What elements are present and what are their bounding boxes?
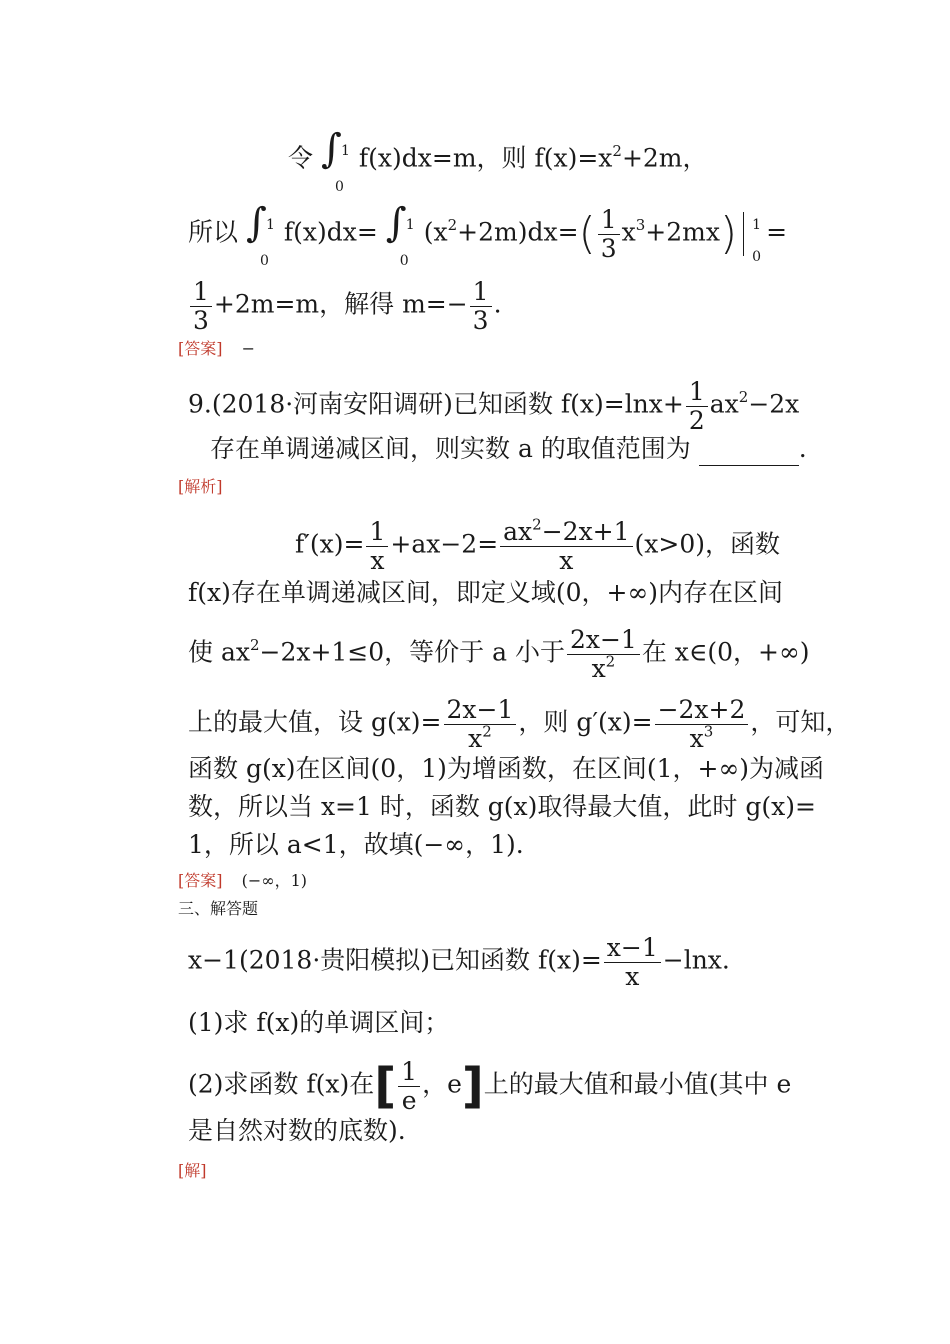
answer-value: −	[241, 339, 255, 358]
text: (x	[423, 217, 448, 247]
solution-line-1: 令 ∫ 1 0 f(x)dx=m，则 $f(x)=x^2+2m$，	[288, 126, 708, 195]
evaluation-bar: 1 0	[743, 212, 766, 256]
fraction: $\frac{1}{e}$	[398, 1058, 420, 1114]
answer-tag: [答案]	[178, 871, 223, 890]
question-10-line-1: x−1(2018·贵阳模拟)已知函数 f(x)= $\frac{x-1}{x}$ −lnx.	[188, 933, 730, 991]
fraction: $\frac{1}{3}$	[598, 206, 620, 262]
section-title: 三、解答题	[178, 899, 259, 918]
answer-line	[178, 870, 307, 892]
solution-tag: [解]	[178, 1161, 207, 1180]
solution-line-3: $\frac{1}{3}$ +2m=m，解得 m=− $\frac{1}{3}$ .	[188, 278, 502, 334]
fraction: $\frac{1}{3}$	[190, 278, 212, 334]
answer-tag: [答案]	[178, 339, 223, 358]
analysis-line-7: 1，所以 a<1，故填(−∞，1).	[188, 830, 524, 859]
analysis-line-4: 上的最大值，设 g(x)= $\frac{2x-1}{x^2}$ ，则 g′(x)= $\frac{-2x+2}{x^3}$ ，可知，	[188, 695, 851, 753]
question-9-line-2: 存在单调递减区间，则实数 a 的取值范围为 .	[210, 432, 807, 466]
analysis-line-2: f(x)存在单调递减区间，即定义域(0，+∞)内存在区间	[188, 578, 784, 607]
fraction: $\frac{2x-1}{x^2}$	[567, 626, 640, 682]
fraction: $\frac{-2x+2}{x^3}$	[655, 696, 749, 752]
question-number: 9.	[188, 389, 212, 419]
question-source: (2018·河南安阳调研)	[211, 389, 453, 419]
fraction: $\frac{1}{2}$	[686, 378, 708, 434]
analysis-line-1: f′(x)= $\frac{1}{x}$ +ax−2= $\frac{ax^2-2x+1}{x}$ (x>0)，函数	[295, 515, 780, 575]
analysis-line-6: 数，所以当 x=1 时，函数 g(x)取得最大值，此时 g(x)=	[188, 792, 816, 821]
answer-line	[178, 338, 255, 360]
question-9-line-1: 9.(2018·河南安阳调研)已知函数 f(x)=lnx+ $\frac{1}{2}$ $ax^2-2x$	[188, 377, 800, 435]
analysis-tag: [解析]	[178, 477, 223, 496]
fraction: $\frac{2x-1}{x^2}$	[444, 696, 517, 752]
text: +2m)dx=	[457, 217, 579, 247]
question-10-part-1: (1)求 f(x)的单调区间；	[188, 1008, 450, 1037]
fraction: $\frac{x-1}{x}$	[604, 934, 661, 990]
analysis-line-3: 使 $ax^2-2x+1\le 0$，等价于 a 小于 $\frac{2x-1}{x^2}$ 在 x∈(0，+∞)	[188, 625, 810, 683]
text: 令	[288, 143, 314, 173]
question-10-part-2-cont: 是自然对数的底数).	[188, 1116, 406, 1145]
integral-sign: ∫ 1 0	[245, 200, 275, 269]
text: f(x)dx=	[283, 217, 378, 247]
integral-sign: ∫ 1 0	[385, 200, 415, 269]
question-number: x−1	[188, 945, 239, 975]
question-source: (2018·贵阳模拟)	[238, 945, 431, 975]
text: +2m=m，解得 m=−	[213, 289, 468, 319]
text: f(x)dx=m，则 f(x)=x	[358, 143, 613, 173]
fraction: $\frac{ax^2-2x+1}{x}$	[500, 518, 632, 574]
integral-sign: ∫ 1 0	[320, 126, 350, 195]
analysis-line-5: 函数 g(x)在区间(0，1)为增函数，在区间(1，+∞)为减函	[188, 754, 825, 783]
text: 所以	[188, 217, 239, 247]
fraction: $\frac{1}{x}$	[366, 518, 388, 574]
question-10-part-2: (2)求函数 f(x)在[ $\frac{1}{e}$ ，e]上的最大值和最小值(其中 e	[188, 1057, 792, 1115]
answer-blank[interactable]	[699, 441, 799, 466]
answer-value: (−∞，1)	[241, 871, 307, 890]
text: +2m，	[621, 143, 708, 173]
solution-line-2: 所以 ∫ 1 0 f(x)dx= ∫ 1 0 $(x^2+2m)dx=$( $\frac{1}{3}$ $x^3+2mx$) 1 0 =	[188, 200, 788, 269]
fraction: $\frac{1}{3}$	[470, 278, 492, 334]
